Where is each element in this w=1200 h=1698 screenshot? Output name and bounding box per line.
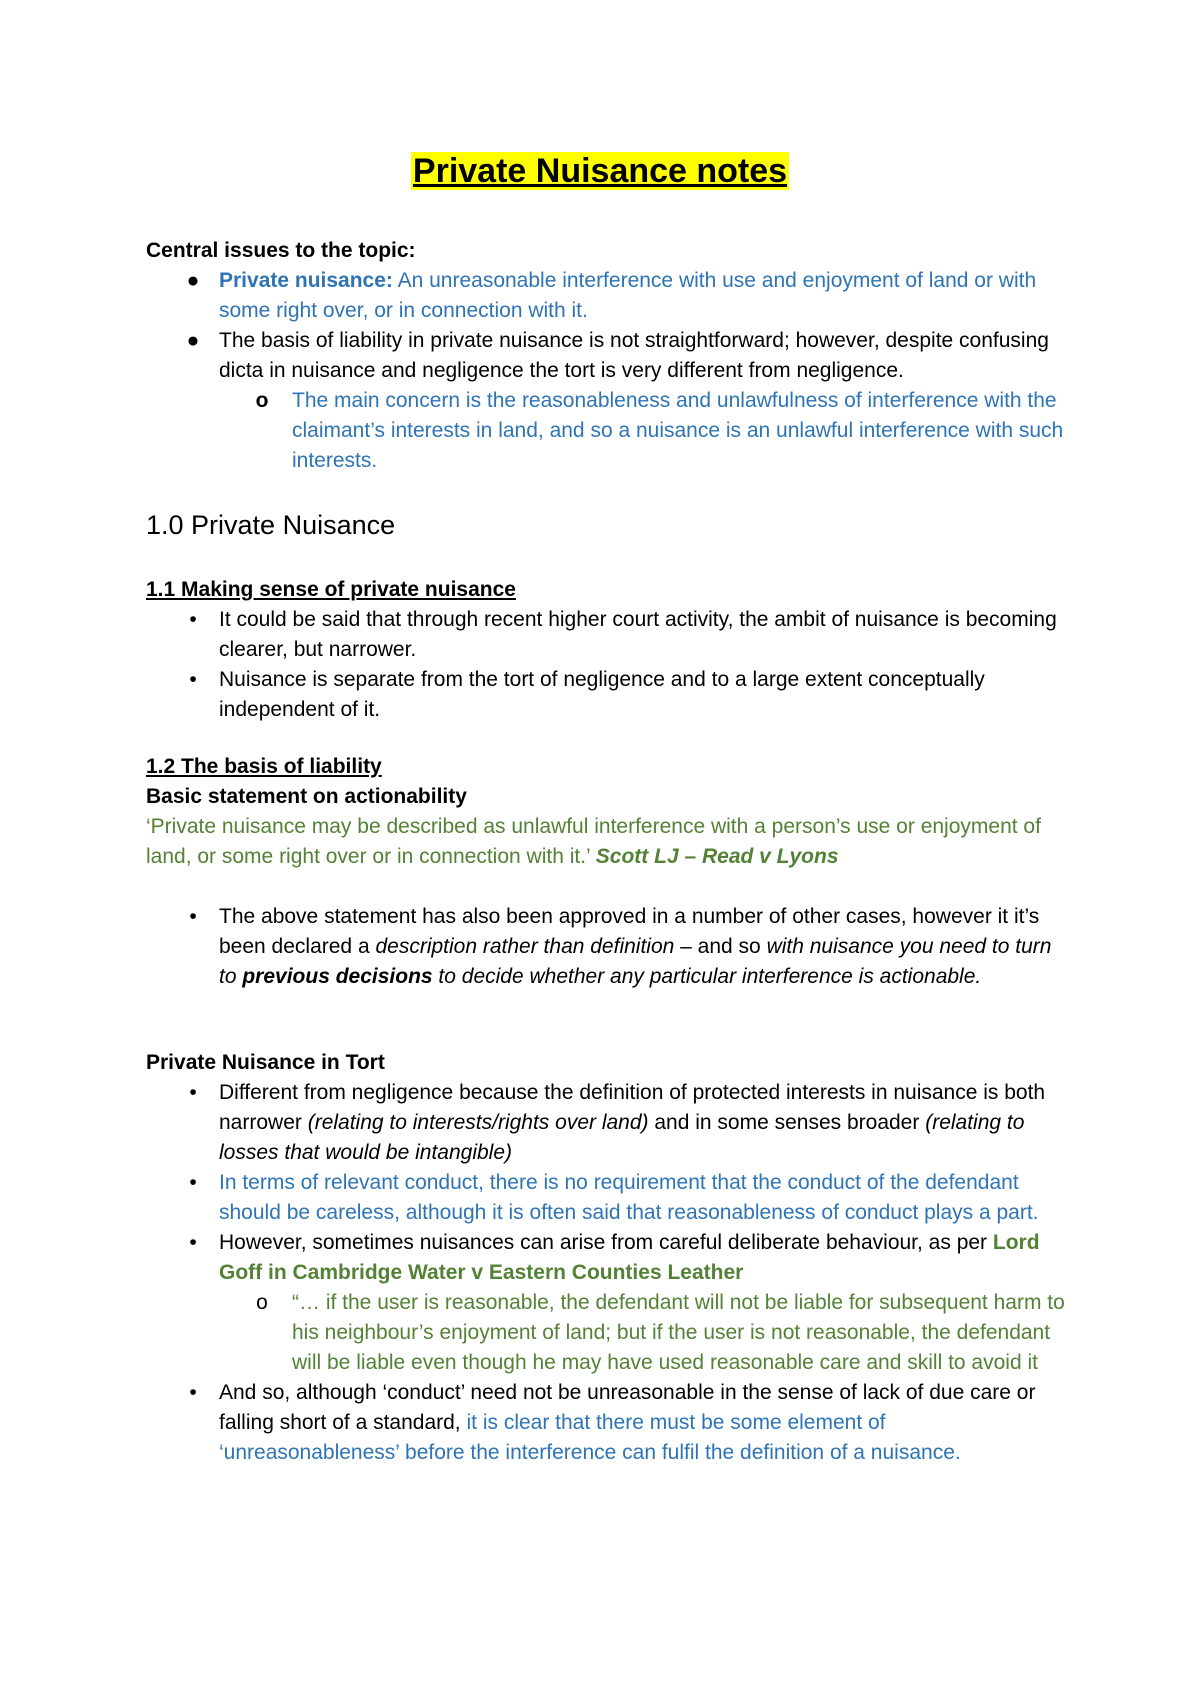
sub-list-item — [146, 1288, 1066, 1378]
sub-list-item — [146, 386, 1066, 476]
list-item — [146, 266, 1066, 326]
bullet-icon: • — [189, 1171, 197, 1194]
central-issues-section — [146, 236, 1066, 476]
tort-section — [146, 1048, 1066, 1468]
list-item-text: However, sometimes nuisances can arise from careful deliberate behaviour, as per — [219, 1231, 993, 1254]
section-heading-text: 1.0 Private Nuisance — [146, 510, 396, 540]
list-item — [146, 1168, 1066, 1228]
list-item-text: It could be said that through recent higher court activity, the ambit of nuisance is becoming clearer, but narrower. — [219, 608, 1057, 661]
page-title — [0, 150, 1200, 192]
definition-label: Private nuisance: — [219, 269, 393, 292]
bullet-icon: • — [189, 1231, 197, 1254]
actionability-subheading: Basic statement on actionability — [146, 785, 467, 808]
section-heading-1-0 — [146, 508, 1066, 542]
page-title-text: Private Nuisance notes — [412, 152, 788, 190]
sub-list-item-text: “… if the user is reasonable, the defendant will not be liable for subsequent harm to his neighbour’s enjoyment of land; but if the user is not reasonable, the defendant will be liable even though he may have used reasonable care and skill to avoid it — [292, 1291, 1065, 1374]
hollow-bullet-icon: o — [255, 389, 269, 412]
spacer — [146, 872, 1066, 902]
list-item-text: And so, although ‘conduct’ need not be unreasonable in the sense of lack of due care or falling short of a standard, — [219, 1381, 1036, 1434]
sub-list-item-text: The main concern is the reasonableness and unlawfulness of interference with the claimant’s interests in land, and so a nuisance is an unlawful interference with such interests. — [292, 389, 1064, 472]
list-item — [146, 1078, 1066, 1168]
section-1-1 — [146, 575, 1066, 725]
list-item — [146, 902, 1066, 992]
list-item-italic: (relating to interests/rights over land) — [307, 1111, 649, 1134]
list-item-italic: (relating to losses that would be intangible) — [219, 1111, 1025, 1164]
bullet-icon: • — [189, 668, 197, 691]
quote-text: ‘Private nuisance may be described as unlawful interference with a person’s use or enjoyment of land, or some right over or in connection with it.’ — [146, 815, 1041, 868]
section-1-2-heading: 1.2 The basis of liability — [146, 755, 382, 778]
list-item-text: The above statement has also been approved in a number of other cases, however it it’s been declared a — [219, 905, 1040, 958]
quote-paragraph — [146, 812, 1066, 872]
bullet-icon: ● — [186, 269, 200, 292]
list-item — [146, 665, 1066, 725]
quote-citation: Scott LJ – Read v Lyons — [595, 845, 839, 868]
bullet-icon: • — [189, 1081, 197, 1104]
list-item-italic: description rather than definition — [375, 935, 675, 958]
bullet-icon: • — [189, 608, 197, 631]
bullet-icon: ● — [186, 329, 200, 352]
list-item-text: Different from negligence because the definition of protected interests in nuisance is both narrower — [219, 1081, 1046, 1134]
list-item-italic: to decide whether any particular interference is actionable. — [432, 965, 982, 988]
list-item-text: The basis of liability in private nuisance is not straightforward; however, despite confusing dicta in nuisance and negligence the tort is very different from negligence. — [219, 329, 1049, 382]
list-item-text: – and so — [674, 935, 767, 958]
list-item-text-blue: it is clear that there must be some element of ‘unreasonableness’ before the interference can fulfil the definition of a nuisance. — [219, 1411, 961, 1464]
list-item — [146, 326, 1066, 386]
list-item-text: In terms of relevant conduct, there is no requirement that the conduct of the defendant should be careless, although it is often said that reasonableness of conduct plays a part. — [219, 1171, 1039, 1224]
section-1-1-heading: 1.1 Making sense of private nuisance — [146, 578, 516, 601]
bullet-icon: • — [189, 905, 197, 928]
list-item — [146, 605, 1066, 665]
central-issues-heading: Central issues to the topic: — [146, 239, 416, 262]
list-item — [146, 1228, 1066, 1288]
section-1-2 — [146, 752, 1066, 992]
hollow-bullet-icon: o — [256, 1291, 268, 1314]
list-item-bold-italic: previous decisions — [242, 965, 433, 988]
list-item-italic: with nuisance you need to turn to — [219, 935, 1052, 988]
tort-heading: Private Nuisance in Tort — [146, 1051, 385, 1074]
list-item-text: and in some senses broader — [648, 1111, 926, 1134]
list-item — [146, 1378, 1066, 1468]
bullet-icon: • — [189, 1381, 197, 1404]
case-citation: Lord Goff in Cambridge Water v Eastern Counties Leather — [219, 1231, 1040, 1284]
definition-text: An unreasonable interference with use and enjoyment of land or with some right over, or in connection with it. — [219, 269, 1037, 322]
list-item-text: Nuisance is separate from the tort of negligence and to a large extent conceptually independent of it. — [219, 668, 985, 721]
